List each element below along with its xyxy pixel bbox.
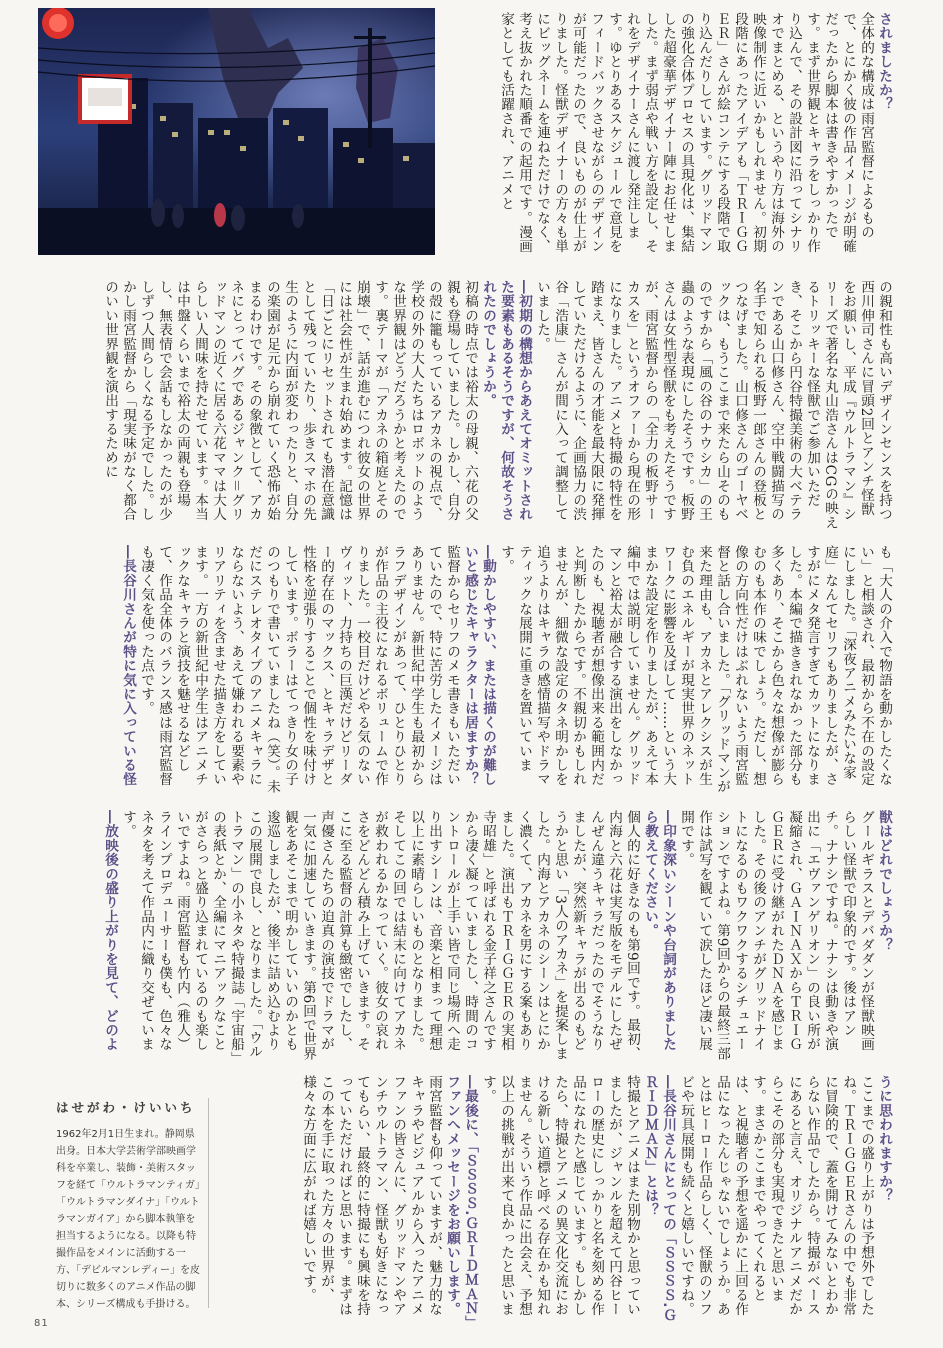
answer-paragraph: 監督からセリフのメモ書きもいただいていたので、特に苦労したイメージはありません。新世紀中学生も最初からラフデザインがあって、ひとりひとりが作品の主役になれるボリュームで作りました。一校目だけどやる気のないヴィット、力持ちの巨漢だけどリーダー的存在のマックス、とキャラデザと性格を逆張りすることで個性を味付けしています。ボラーはてっきり女の子のつもりで書いていましたね（笑）。未だにステレオタイプのアニメキャラにならないよう、あえて嫌われる要素やリアリティを含ませた描き方をしています。一方の新世紀中学生はアニメチックなキャラと演技を魅せるなどして、作品全体のバランス感は雨宮監督も凄く気を使った点です。 bbox=[138, 545, 460, 794]
question-heading: ―放映後の盛り上がりを見て、どのよ bbox=[102, 810, 118, 1052]
article-row-3 bbox=[38, 545, 893, 800]
answer-paragraph: 全体的な構成は雨宮監督によるもので、とにかく彼の作品イメージが明確だったから脚本は書きやすかったです。まず世界観とキャラをしっかり作り込んで、その設計図に沿ってシナリオでまとめる、というやり方は海外の映像制作に近いかもしれません。初期段階にあったアイデアも「ＴＲＩＧＧＥＲ」さんが絵コンテにする段階で取り込んだりしています。グリッドマンの強化合体プロセスの具現化は、集結した超豪華デザイナー陣にお任せしました。まず弱点や戦い方を設定し、それをデザイナーさんに渡し発注します。ゆとりあるスケジュールで意見をフィードバックさせながらのデザインが可能だったので、良いものが仕上がりました。怪獣デザイナーの方々も単にビッグネームを連ねただけでなく、考え抜かれた順番での起用です。漫画家としても活躍され、アニメと bbox=[498, 12, 874, 254]
question-heading: されましたか？ bbox=[876, 12, 892, 112]
answer-paragraph: も「大人の介入で物語を動かしたくない」と相談され、最初から不在の設定にしました。「深夜アニメみたいな家庭」なんてセリフもありましたが、さすがにメタ発言すぎてカットになりました。本編で描ききれなかった部分も多くあり、そこから色々な想像が膨らむのも本作の味でしょう。ただし、想像の方向性だけはぶれないよう雨宮監督と話し合いました。「グリッドマンが来た理由も、アカネとアレクシスが生む負のエネルギーが現実世界のネットワークに影響を及ぼして……という大まかな設定を作りましたが、あえて本編中では説明していません。グリッドマンと裕太が融合する演出をしなかったのも、視聴者が想像出来る範囲内だと判断したからです。不親切かもしれませんが、細微な設定のタネ明かしを追うよりはキャラの感情描写やドラマティックな展開に重きを置いています。 bbox=[498, 545, 892, 794]
page-number: 81 bbox=[34, 1318, 49, 1329]
profile-name: はせがわ・けいいち bbox=[56, 1100, 196, 1115]
question-heading: ―動かしやすい、または描くのが難しいと感じたキャラクターは居ますか？ bbox=[462, 545, 496, 787]
answer-paragraph: の親和性も高いデザインセンスを持つ西川伸司さんに冒頭2回とアンチ怪獣をお願いし、平成『ウルトラマン』シリーズで著名な丸山浩さんはCGの映えるトリッキーな怪獣でご参加いただき、そこから円谷特撮美術の大ベテランである山口修さん、空中戦闘描写の名手で知られる板野一郎さんの登板とつなげました。山口修さんのゴーヤベックは、もうここまで来たら山そのものですから「風の谷のナウシカ」の王蟲のような表現にしたそうです。板野さんは女性型怪獣をも考えたそうですが、雨宮監督からの「全力の板野サーカスを」というオファーから現在の形になりました。アニメと特撮の特性を踏まえ、皆さんの才能を最大限に発揮していただけるように、企画協力の渋谷「浩康」さんが間に入って調整していました。 bbox=[534, 280, 892, 530]
answer-paragraph: 雨宮監督も仰っていますが、魅力的なキャラやビジュアルから入ったアニメファンの皆さんに、グリッドマンやアンチウルトラマン、怪獣も好きになってもらい、最終的に特撮にも興味を持っていただければと思います。まずはこの本を手に取った方々の世界が、様々な方面に広がれば嬉しいです。 bbox=[300, 1075, 442, 1317]
question-heading: うに思われますか？ bbox=[876, 1075, 892, 1203]
question-heading: 獣はどれでしょうか？ bbox=[876, 810, 892, 952]
question-heading: ―最後に、「ＳＳＳＳ.ＧＲＩＤＭＡＮ」ファンへメッセージをお願いします。 bbox=[444, 1075, 478, 1330]
answer-paragraph: 特撮とアニメはまた別物かと思っていましたが、ジャンルを超えて円谷ヒーローの歴史にしっかりと名を刻める作品になれたと感じています。もしかしたら、特撮とアニメの異文化交流における新しい道標と呼べる存在かも知れません。そういう作品に出会え、予想以上の挑戦が出来て良かったと思います。 bbox=[480, 1075, 640, 1317]
question-heading: ―長谷川さんにとっての「ＳＳＳＳ.ＧＲＩＤＭＡＮ」とは？ bbox=[642, 1075, 676, 1323]
question-heading: ―長谷川さんが特に気に入っている怪 bbox=[120, 545, 136, 787]
anime-illustration bbox=[38, 8, 435, 255]
question-heading: ―初期の構想からあえてオミットされた要素もあるそうですが、何故そうされたのでしょうか。 bbox=[480, 280, 532, 522]
author-profile bbox=[56, 1098, 209, 1308]
article-row-2 bbox=[38, 280, 893, 530]
question-heading: ―印象深いシーンや台詞がありましたら教えてください。 bbox=[642, 810, 676, 1052]
article-row-5 bbox=[225, 1075, 893, 1330]
article-row-1 bbox=[448, 12, 893, 267]
article-row-4 bbox=[38, 810, 893, 1065]
profile-bio: 1962年2月1日生まれ。静岡県出身。日本大学芸術学部映画学科を卒業し、装飾・美術スタッフを経て「ウルトラマンティガ」「ウルトラマンダイナ」「ウルトラマンガイア」から脚本執筆を担当するようになる。以降も特撮作品をメインに活動する一方、「デビルマンレディー」を皮切りに数多くのアニメ作品の脚本、シリーズ構成も手掛ける。 bbox=[56, 1129, 200, 1310]
city-night-scene-image bbox=[38, 8, 435, 255]
answer-paragraph: ここまでの盛り上がりは予想外でしたね。ＴＲＩＧＧＥＲさんの中でも非常に冒険的で、蓋を開けてみないとわからない作品でしたから。特撮がベースにあると言え、オリジナルアニメだからこその部分も実現できたと思います。まさかここまでやってくれるとは、と視聴者の予想を遥かに上回る作品になったんじゃないでしょうか。あとはヒーロー作品らしく、怪獣のソフビや玩具展開も続くと嬉しいですね。 bbox=[678, 1075, 874, 1317]
answer-paragraph: グールギラスとデバダダンが怪獣映画らしい怪獣で印象的です。後はアンチ。ナナシですね。ナナシは動きや演出に「エヴァンゲリオン」の良い所が凝縮され、ＧＡＩＮＡＸからＴＲＩＧＧＥＲに受け継がれたＤＮＡを感じました。その後のアンチがグリッドナイトになるのもワクワクするシチュエーションですよね。第9回からの最終三部作は試写を観ていて涙したほど凄い展開です。 bbox=[678, 810, 874, 1061]
answer-paragraph: 個人的に好きなのも第9回です。最初、内海と六花は実写版をモデルにしたぜんぜん違うキャラだったのでそうなりましたが、突然新キャラが出るのもどうかと思い「3人のアカネ」を提案しました。内海とアカネのシーンはとにかく濃くて、アカネを男にする案もありました。演出もＴＲＩＧＧＥＲの実相寺昭雄」と呼ばれる金子祥之さんですから凄く凝っていましたし、時間のコントロールが上手い皆で同じ場所へ走り出すシーンは、音楽と相まって理想以上に素晴らしいものとなりました。そしてこの回では結末に向けてアカネが救われるかなっていく。彼女の哀れさをどんどん積み上げていきます。そこに至る監督の計算も緻密でしたし、声優さんたちの迫真の演技でドラマが一気に加速していきます。第6回で世界観をあそこまで明かしていいのかとも逡巡しましたが、後半に詰め込むよりこの展開で良し、となりました。「ウルトラマン」の小ネタや特撮誌「宇宙船」の表紙とか、全編にマニアックなことがさらっと盛り込まれているのも楽しいですよね。雨宮監督も竹内（雅人）ラインプロデューサーも僕も、色々なネタを考えて作品内に織り交ぜています。 bbox=[120, 810, 640, 1061]
answer-paragraph: 初稿の時点では裕太の母親、六花の父親も登場していました。しかし、自分の殻に籠もっているアカネの視点で、学校の外の大人たちはロボットのような世界観はどうだろうかと考えたのです。裏テーマが「アカネの箱庭とその崩壊」で、話が進むにつれ彼女の世界には社会性が生まれ始めます。記憶は「日ごとにリセットされても潜在意識として残っていたり、歩きスマホの先生のように内面が変わったりと、自分の楽園が足元から崩れていく恐怖が始まるわけです。その象徴として、アカネにとってバグであるジャンク＝グリッドマンの近くに居る六花ママは大人らしい人間味を持たせています。本当は中盤くらいまで裕太の両親も登場し、無表情で会話もしなかったのが少しずつ人間らしくなる予定でした。しかし雨宮監督から「現実味がなく都合のいい世界観を演出するために bbox=[102, 280, 478, 522]
